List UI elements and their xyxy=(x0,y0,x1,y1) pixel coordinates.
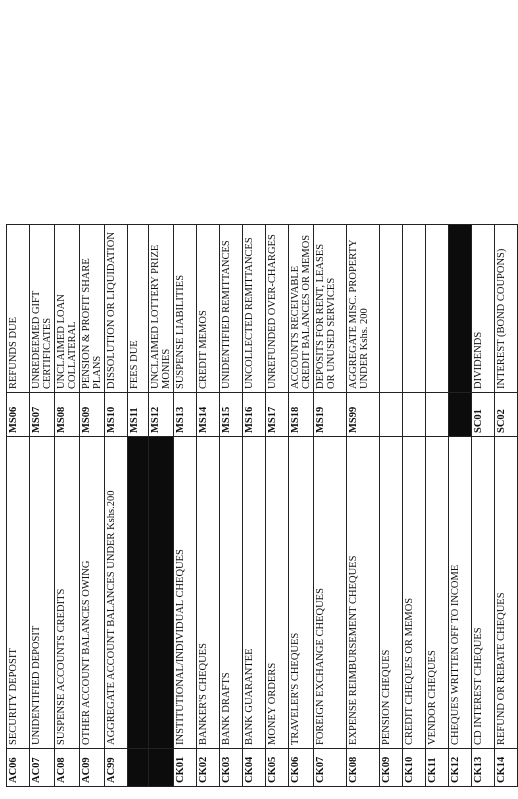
table-row xyxy=(55,7,80,787)
table-row xyxy=(80,7,105,787)
rotated-table-wrapper xyxy=(6,7,507,787)
code-cell: CK12 xyxy=(449,749,472,787)
description-cell: UNIDENTIFIED REMITTANCES xyxy=(220,225,243,393)
description-cell: SECURITY DEPOSIT xyxy=(7,437,30,749)
description-cell: DISSOLUTION OR LIQUIDATION xyxy=(105,225,128,393)
code-cell: MS18 xyxy=(289,393,314,437)
code-cell xyxy=(380,393,403,437)
description-cell: SUSPENSE LIABILITIES xyxy=(174,225,197,393)
description-cell: OTHER ACCOUNT BALANCES OWING xyxy=(80,437,105,749)
description-cell: CREDIT MEMOS xyxy=(197,225,220,393)
description-cell: CHEQUES WRITTEN OFF TO INCOME xyxy=(449,437,472,749)
code-cell: CK05 xyxy=(266,749,289,787)
description-cell: DEPOSITS FOR RENT, LEASES OR UNUSED SERVICES xyxy=(314,225,347,393)
description-cell: INSTITUTIONAL/INDIVIDUAL CHEQUES xyxy=(174,437,197,749)
code-cell: MS08 xyxy=(55,393,80,437)
table-row xyxy=(495,7,518,787)
description-cell: VENDOR CHEQUES xyxy=(426,437,449,749)
code-cell: MS15 xyxy=(220,393,243,437)
description-cell: FOREIGN EXCHANGE CHEQUES xyxy=(314,437,347,749)
description-cell: UNREDEEMED GIFT CERTIFICATES xyxy=(30,225,55,393)
table-row xyxy=(30,7,55,787)
code-cell: AC08 xyxy=(55,749,80,787)
table-row xyxy=(266,7,289,787)
description-cell: CD INTEREST CHEQUES xyxy=(472,437,495,749)
code-cell: AC99 xyxy=(105,749,128,787)
code-cell: MS17 xyxy=(266,393,289,437)
code-cell xyxy=(449,393,472,437)
description-cell: UNREFUNDED OVER-CHARGES xyxy=(266,225,289,393)
description-cell: UNIDENTIFIED DEPOSIT xyxy=(30,437,55,749)
description-cell: UNCLAIMED LOAN COLLATERAL xyxy=(55,225,80,393)
table-row xyxy=(289,7,314,787)
code-cell: CK08 xyxy=(347,749,380,787)
table-row xyxy=(243,7,266,787)
description-cell: BANK GUARANTEE xyxy=(243,437,266,749)
description-cell: BANKER'S CHEQUES xyxy=(197,437,220,749)
code-cell: MS19 xyxy=(314,393,347,437)
code-cell: CK14 xyxy=(495,749,518,787)
description-cell: INTEREST (BOND COUPONS) xyxy=(495,225,518,393)
description-cell: TRAVELER'S CHEQUES xyxy=(289,437,314,749)
code-cell: MS99 xyxy=(347,393,380,437)
code-cell: CK11 xyxy=(426,749,449,787)
code-cell: MS10 xyxy=(105,393,128,437)
description-cell: PENSION CHEQUES xyxy=(380,437,403,749)
code-cell: AC07 xyxy=(30,749,55,787)
description-cell: EXPENSE REIMBURSEMENT CHEQUES xyxy=(347,437,380,749)
table-body xyxy=(7,7,518,787)
unclaimed-property-code-table xyxy=(6,6,518,787)
description-cell: AGGREGATE MISC. PROPERTY UNDER Kshs. 200 xyxy=(347,225,380,393)
description-cell: PENSION & PROFIT SHARE PLANS xyxy=(80,225,105,393)
code-cell: MS16 xyxy=(243,393,266,437)
description-cell: DIVIDENDS xyxy=(472,225,495,393)
code-cell: CK02 xyxy=(197,749,220,787)
table-row xyxy=(128,7,149,787)
table-row xyxy=(347,7,380,787)
code-cell xyxy=(149,749,174,787)
table-row xyxy=(174,7,197,787)
description-cell xyxy=(149,437,174,749)
table-row xyxy=(149,7,174,787)
code-cell: CK03 xyxy=(220,749,243,787)
description-cell: FEES DUE xyxy=(128,225,149,393)
code-cell: CK13 xyxy=(472,749,495,787)
code-cell: MS14 xyxy=(197,393,220,437)
code-cell: CK09 xyxy=(380,749,403,787)
table-row xyxy=(105,7,128,787)
code-cell xyxy=(128,749,149,787)
code-cell: CK06 xyxy=(289,749,314,787)
table-row xyxy=(449,7,472,787)
description-cell: ACCOUNTS RECEIVABLE CREDIT BALANCES OR MEMOS xyxy=(289,225,314,393)
table-row xyxy=(197,7,220,787)
description-cell: AGGREGATE ACCOUNT BALANCES UNDER Kshs.200 xyxy=(105,437,128,749)
code-cell: AC06 xyxy=(7,749,30,787)
description-cell: REFUNDS DUE xyxy=(7,225,30,393)
table-row xyxy=(426,7,449,787)
description-cell: SUSPENSE ACCOUNTS CREDITS xyxy=(55,437,80,749)
table-row xyxy=(7,7,30,787)
description-cell: REFUND OR REBATE CHEQUES xyxy=(495,437,518,749)
description-cell: UNCLAIMED LOTTERY PRIZE MONIES xyxy=(149,225,174,393)
description-cell xyxy=(380,225,403,393)
table-row xyxy=(472,7,495,787)
code-cell: MS07 xyxy=(30,393,55,437)
description-cell xyxy=(449,225,472,393)
description-cell: BANK DRAFTS xyxy=(220,437,243,749)
code-cell: MS09 xyxy=(80,393,105,437)
code-cell: CK01 xyxy=(174,749,197,787)
description-cell: MONEY ORDERS xyxy=(266,437,289,749)
code-cell: MS12 xyxy=(149,393,174,437)
description-cell: CREDIT CHEQUES OR MEMOS xyxy=(403,437,426,749)
code-cell: SC01 xyxy=(472,393,495,437)
code-cell: CK07 xyxy=(314,749,347,787)
code-cell: AC09 xyxy=(80,749,105,787)
table-row xyxy=(380,7,403,787)
table-row xyxy=(314,7,347,787)
table-row xyxy=(403,7,426,787)
code-cell: CK10 xyxy=(403,749,426,787)
table-row xyxy=(220,7,243,787)
description-cell xyxy=(128,437,149,749)
description-cell xyxy=(403,225,426,393)
description-cell xyxy=(426,225,449,393)
code-cell: SC02 xyxy=(495,393,518,437)
code-cell: MS11 xyxy=(128,393,149,437)
code-cell: MS06 xyxy=(7,393,30,437)
code-cell xyxy=(426,393,449,437)
code-cell xyxy=(403,393,426,437)
code-cell: CK04 xyxy=(243,749,266,787)
description-cell: UNCOLLECTED REMITTANCES xyxy=(243,225,266,393)
code-cell: MS13 xyxy=(174,393,197,437)
